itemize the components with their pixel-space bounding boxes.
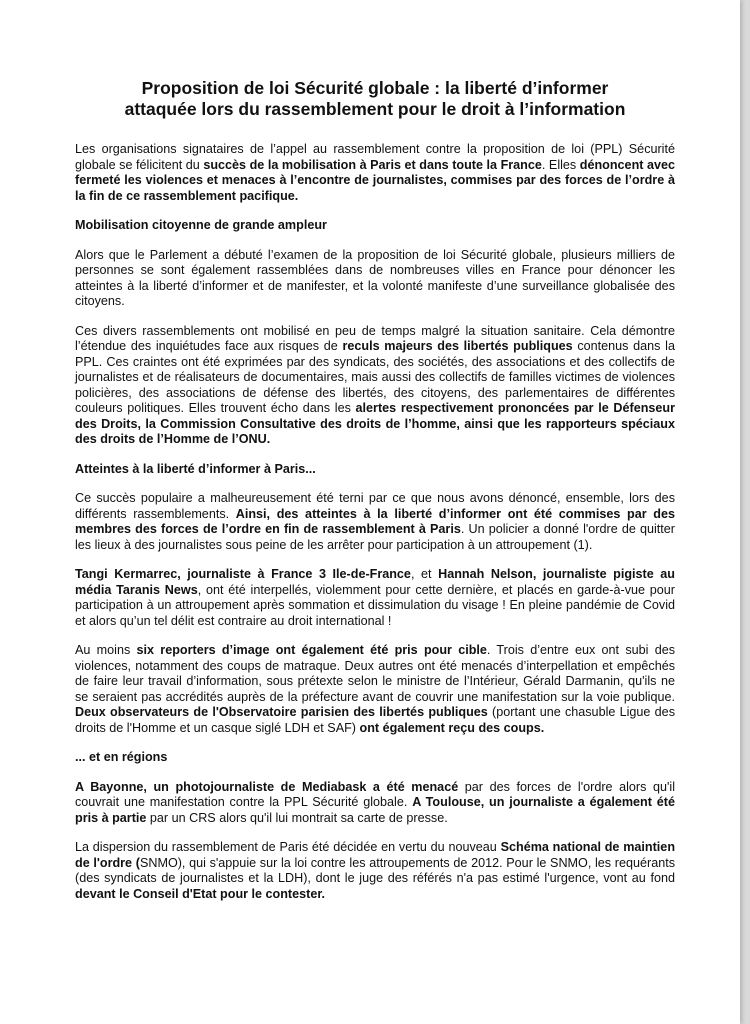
bold-text-run: succès de la mobilisation à Paris et dans toute la France	[203, 157, 542, 172]
paragraph-parlement	[75, 248, 675, 310]
bold-text-run: devant le Conseil d'Etat pour le contester.	[75, 886, 326, 901]
text-run: (portant une chasuble Ligue des droits de l'Homme et un casque siglé LDH et SAF)	[75, 705, 675, 735]
bold-text-run: Hannah Nelson, journaliste pigiste au média Taranis News	[75, 567, 675, 597]
text-run: Les organisations signataires de l’appel au rassemblement contre la proposition de loi (PPL) Sécurité globale se félicitent du	[75, 142, 675, 172]
paragraph-succes-populaire	[75, 491, 675, 553]
document-title	[75, 78, 675, 120]
text-run: par des forces de l'ordre alors qu'il couvrait une manifestation contre la PPL Sécurité globale.	[75, 779, 675, 809]
text-run: contenus dans la PPL. Ces craintes ont été exprimées par des syndicats, des sociétés, des associations et des collectifs de journalistes et de réalisateurs de documentaires, mais aussi des collectifs de familles victimes de violences policières, des associations de défense des libertés, des citoyens, des parlementaires de différentes couleurs politiques. Elles trouvent écho dans les	[75, 339, 675, 415]
bold-text-run: ont également reçu des coups.	[359, 720, 545, 735]
bold-text-run: A Toulouse, un journaliste a également été pris à partie	[75, 795, 675, 825]
text-run: Au moins	[75, 643, 137, 657]
bold-text-run: dénoncent avec fermeté les violences et menaces à l’encontre de journalistes, commises par des forces de l’ordre à la fin de ce rassemblement pacifique.	[75, 157, 676, 203]
document-body	[75, 78, 675, 916]
text-run: Alors que le Parlement a débuté l’examen de la proposition de loi Sécurité globale, plusieurs milliers de personnes se sont également rassemblées dans de nombreuses villes en France pour dénoncer les atteintes à la liberté d’informer et de manifester, et la volonté manifeste d’une surveillance globalisée des citoyens.	[75, 247, 675, 308]
text-run: par un CRS alors qu'il lui montrait sa carte de presse.	[146, 810, 448, 825]
section-heading-regions: ... et en régions	[75, 750, 168, 764]
bold-text-run: A Bayonne, un photojournaliste de Mediabask a été menacé	[75, 779, 459, 794]
paragraph-bayonne-toulouse	[75, 780, 675, 827]
text-run: Ces divers rassemblements ont mobilisé en peu de temps malgré la situation sanitaire. Cela démontre l’étendue des inquiétudes face aux risques de	[75, 323, 675, 353]
text-run: Ce succès populaire a malheureusement été terni par ce que nous avons dénoncé, ensemble, lors des différents rassemblements.	[75, 491, 675, 521]
bold-text-run: Tangi Kermarrec, journaliste à France 3 Ile-de-France	[75, 567, 411, 581]
bold-text-run: reculs majeurs des libertés publiques	[342, 339, 573, 353]
bold-text-run: Schéma national de maintien de l'ordre (	[75, 840, 676, 870]
section-heading-mobilisation: Mobilisation citoyenne de grande ampleur	[75, 218, 327, 232]
bold-text-run: Deux observateurs de l'Observatoire parisien des libertés publiques	[75, 705, 488, 719]
paragraph-interpellations	[75, 567, 675, 629]
text-run: . Trois d’entre eux ont subi des violences, notamment des coups de matraque. Deux autres ont été menacés d’interpellation et empêchés de faire leur travail d’information, sous prétexte selon le ministre de l’Intérieur, Gérald Darmanin, qu'ils ne se seraient pas accrédités auprès de la préfecture avant de couvrir une manifestation sur la voie publique.	[75, 643, 675, 704]
paragraph-snmo	[75, 840, 675, 902]
bold-text-run: alertes respectivement prononcées par le Défenseur des Droits, la Commission Consultative des droits de l’homme, ainsi que les rapporteurs spéciaux des droits de l’Homme de l’ONU.	[75, 401, 675, 446]
text-run: La dispersion du rassemblement de Paris été décidée en vertu du nouveau	[75, 840, 501, 854]
paragraph-intro	[75, 142, 675, 204]
paragraph-reporters	[75, 643, 675, 736]
section-heading-paris: Atteintes à la liberté d’informer à Paris...	[75, 461, 316, 476]
text-run: . Elles	[541, 157, 580, 172]
text-run: , et	[410, 567, 439, 581]
title-line-1: Proposition de loi Sécurité globale : la liberté d’informer	[141, 78, 609, 98]
text-run: . Un policier a donné l'ordre de quitter les lieux à des journalistes sous peine de les arrêter pour participation à un attroupement (1).	[75, 522, 675, 552]
text-run: SNMO), qui s'appuie sur la loi contre les attroupements de 2012. Pour le SNMO, les requérants (des syndicats de journalistes et la LDH), dont le juge des référés n'a pas estimé l'urgence, vont au fond	[75, 855, 675, 885]
text-run: , ont été interpellés, violemment pour cette dernière, et placés en garde-à-vue pour participation à un attroupement après sommation et dissimulation du visage ! En pleine pandémie de Covid et alors qu’un tel délit est contraire au droit international !	[75, 582, 675, 628]
title-line-2: attaquée lors du rassemblement pour le droit à l’information	[124, 99, 626, 119]
bold-text-run: six reporters d’image ont également été pris pour cible	[136, 643, 487, 657]
bold-text-run: Ainsi, des atteintes à la liberté d’informer ont été commises par des membres des forces de l’ordre en fin de rassemblement à Paris	[75, 506, 675, 536]
paragraph-rassemblements	[75, 324, 675, 448]
